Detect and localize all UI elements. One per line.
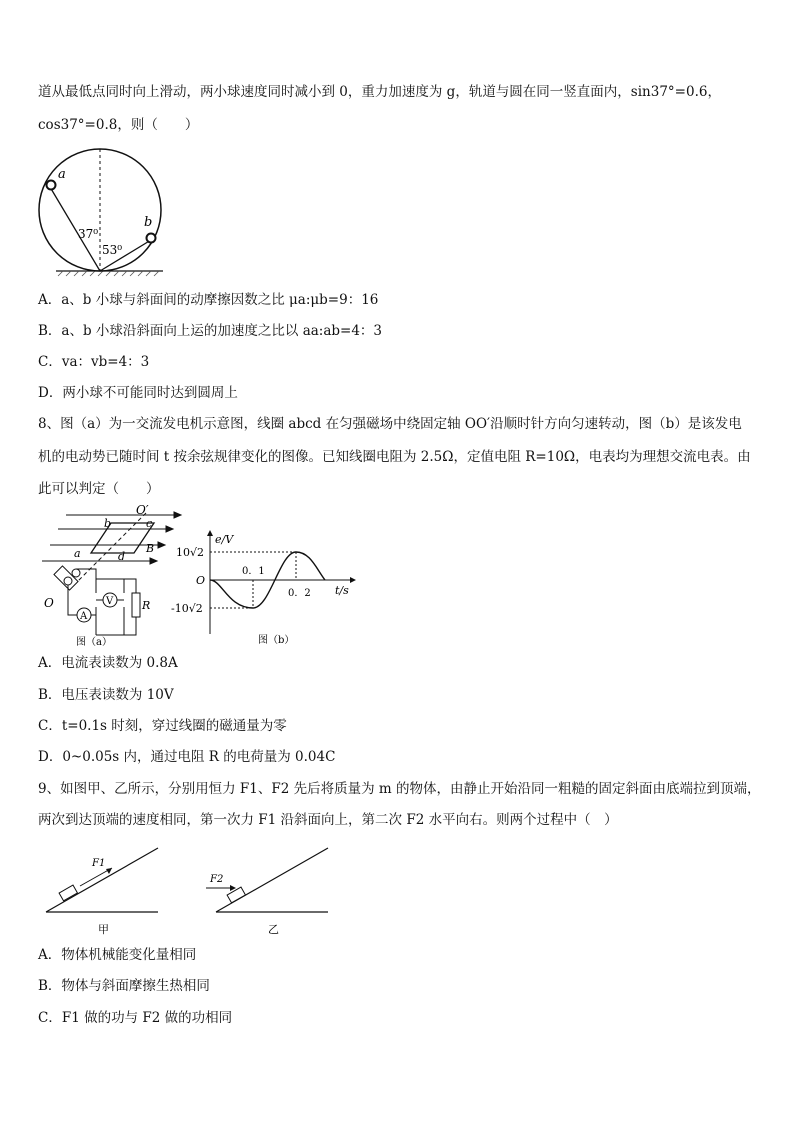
ground-hatch	[58, 271, 159, 276]
y-axis-label: e/V	[215, 533, 234, 546]
q8-option-a: A．电流表读数为 0.8A	[38, 655, 178, 671]
q7-option-a: A．a、b 小球与斜面间的动摩擦因数之比 μa:μb=9：16	[38, 292, 379, 308]
q8-stem-line-1: 8、图（a）为一交流发电机示意图，线圈 abcd 在匀强磁场中绕固定轴 OO′沿顺时针方向匀速转动，图（b）是该发电	[38, 416, 742, 432]
q9-option-b: B．物体与斜面摩擦生热相同	[38, 978, 210, 994]
resistor-r	[132, 593, 140, 617]
q7-circle-figure	[38, 140, 168, 280]
coil-abcd	[91, 523, 154, 553]
x-axis-label: t/s	[335, 584, 349, 597]
q7-option-b: B．a、b 小球沿斜面向上运的加速度之比以 aa:ab=4：3	[38, 323, 383, 339]
caption-jia: 甲	[98, 923, 109, 936]
angle-53: 53⁰	[102, 243, 123, 257]
q8-option-b: B．电压表读数为 10V	[38, 687, 174, 703]
force-f1-label: F1	[92, 858, 106, 869]
label-c: c	[146, 517, 153, 530]
q9-option-a: A．物体机械能变化量相同	[38, 947, 197, 963]
ring-2	[72, 569, 80, 577]
caption-b: 图（b）	[258, 635, 295, 646]
q9-stem-line-2: 两次到达顶端的速度相同，第一次力 F1 沿斜面向上，第二次 F2 水平向右。则两个过程中（ ）	[38, 812, 618, 828]
q9-option-c: C．F1 做的功与 F2 做的功相同	[38, 1010, 233, 1026]
block-yi	[227, 887, 245, 903]
ammeter-label: A	[80, 611, 88, 622]
ball-a	[47, 181, 56, 190]
label-a: a	[74, 547, 81, 560]
label-o: O	[44, 596, 54, 610]
label-b: b	[144, 215, 153, 230]
q7-option-d: D．两小球不可能同时达到圆周上	[38, 385, 238, 401]
emf-graph-figure-b	[170, 530, 360, 650]
caption-yi: 乙	[268, 923, 279, 936]
x-tick-0.1: 0．1	[242, 566, 265, 577]
label-field-b: B	[146, 542, 155, 555]
q8-option-c: C．t=0.1s 时刻，穿过线圈的磁通量为零	[38, 718, 287, 734]
generator-figure-a	[36, 505, 186, 650]
label-a: a	[58, 167, 66, 182]
origin-label: O	[196, 574, 206, 587]
caption-a: 图（a）	[76, 637, 112, 648]
q8-stem-line-3: 此可以判定（ ）	[38, 481, 160, 497]
q9-incline-figure	[40, 840, 340, 940]
block-jia	[59, 885, 77, 901]
q7-stem-line-1: 道从最低点同时向上滑动，两小球速度同时减小到 0，重力加速度为 g，轨道与圆在同一竖直面内，sin37°=0.6，	[38, 84, 721, 100]
resistor-label: R	[142, 599, 151, 612]
q7-stem-line-2: cos37°=0.8，则（ ）	[38, 117, 199, 133]
angle-37: 37⁰	[78, 227, 99, 241]
label-b: b	[104, 517, 112, 530]
y-tick-top: 10√2	[176, 546, 205, 559]
y-tick-bottom: -10√2	[171, 602, 203, 615]
label-d: d	[118, 550, 126, 563]
q8-option-d: D．0~0.05s 内，通过电阻 R 的电荷量为 0.04C	[38, 749, 336, 765]
force-f2-label: F2	[210, 874, 224, 885]
q8-stem-line-2: 机的电动势已随时间 t 按余弦规律变化的图像。已知线圈电阻为 2.5Ω，定值电阻 R=10Ω，电表均为理想交流电表。由	[38, 449, 751, 465]
q9-stem-line-1: 9、如图甲、乙所示，分别用恒力 F1、F2 先后将质量为 m 的物体，由静止开始沿同一粗糙的固定斜面由底端拉到顶端，	[38, 781, 761, 797]
label-o-prime: O′	[136, 505, 149, 517]
x-tick-0.2: 0．2	[288, 588, 311, 599]
ring-1	[64, 577, 72, 585]
voltmeter-label: V	[106, 596, 114, 607]
ball-b	[147, 234, 156, 243]
q7-option-c: C．va：vb=4：3	[38, 354, 150, 370]
